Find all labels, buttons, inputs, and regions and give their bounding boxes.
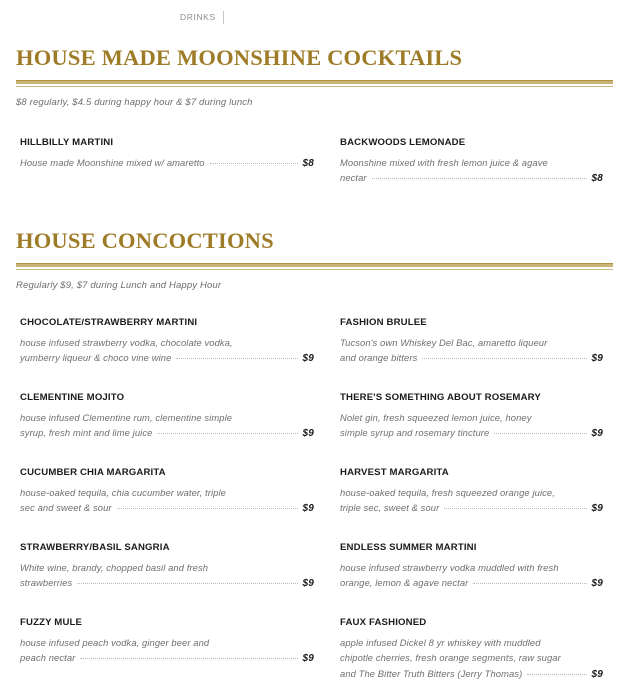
menu-items-grid <box>16 317 613 683</box>
dot-leader <box>176 358 298 359</box>
dot-leader <box>77 583 298 584</box>
menu-item <box>20 317 340 367</box>
menu-item-price: $9 <box>591 428 603 439</box>
menu-item <box>20 617 340 683</box>
dot-leader <box>117 508 299 509</box>
section-title: HOUSE MADE MOONSHINE COCKTAILS <box>16 45 463 70</box>
breadcrumb-separator <box>223 11 224 24</box>
dot-leader <box>444 508 587 509</box>
dot-leader <box>372 178 588 179</box>
menu-item <box>340 617 629 683</box>
description-line: chipotle cherries, fresh orange segments, raw sugar <box>340 652 561 663</box>
section-divider <box>16 263 613 270</box>
menu-item <box>340 137 629 187</box>
description-last-line <box>20 155 314 172</box>
menu-item-name: HARVEST MARGARITA <box>340 466 449 478</box>
divider-thin-line <box>16 86 613 87</box>
description-last-line <box>340 425 603 442</box>
dot-leader <box>494 433 587 434</box>
menu-item <box>20 392 340 442</box>
description-line: sec and sweet & sour <box>20 502 112 513</box>
menu-item-name: FASHION BRULEE <box>340 316 427 328</box>
description-line: orange, lemon & agave nectar <box>340 577 469 588</box>
menu-item-price: $9 <box>591 353 603 364</box>
description-line: syrup, fresh mint and lime juice <box>20 427 153 438</box>
menu-item-price: $9 <box>302 503 314 514</box>
description-last-line <box>20 425 314 442</box>
section-pricing-note: Regularly $9, $7 during Lunch and Happy Hour <box>16 279 222 291</box>
menu-item-price: $9 <box>302 353 314 364</box>
description-last-line <box>20 500 314 517</box>
menu-item-name: THERE'S SOMETHING ABOUT ROSEMARY <box>340 391 541 403</box>
description-line: House made Moonshine mixed w/ amaretto <box>20 156 205 168</box>
description-last-line <box>340 500 603 517</box>
section-divider <box>16 80 613 87</box>
description-line: house-oaked tequila, chia cucumber water, triple <box>20 486 226 498</box>
menu-item <box>340 392 629 442</box>
description-line: nectar <box>340 172 367 184</box>
menu-item-name: ENDLESS SUMMER MARTINI <box>340 541 477 553</box>
menu-item-name: STRAWBERRY/BASIL SANGRIA <box>20 541 170 553</box>
description-line: and The Bitter Truth Bitters (Jerry Thomas) <box>340 667 523 679</box>
section-pricing-note: $8 regularly, $4.5 during happy hour & $7 during lunch <box>16 96 253 108</box>
menu-item-price: $8 <box>591 173 603 185</box>
description-line: triple sec, sweet & sour <box>340 502 440 513</box>
description-line: house infused strawberry vodka muddled with fresh <box>340 561 559 573</box>
description-line: White wine, brandy, chopped basil and fresh <box>20 561 209 573</box>
description-line: Moonshine mixed with fresh lemon juice & agave <box>340 156 548 168</box>
description-line: simple syrup and rosemary tincture <box>340 427 490 438</box>
menu-item <box>340 542 629 592</box>
description-last-line <box>340 170 603 187</box>
menu-item-price: $9 <box>591 578 603 589</box>
menu-item-name: HILLBILLY MARTINI <box>20 136 114 148</box>
description-last-line <box>20 575 314 592</box>
menu-item <box>20 467 340 517</box>
menu-sections <box>0 46 629 682</box>
description-line: strawberries <box>20 577 73 588</box>
menu-item-name: BACKWOODS LEMONADE <box>340 136 466 148</box>
description-line: and orange bitters <box>340 352 418 363</box>
dot-leader <box>422 358 587 359</box>
dot-leader <box>527 674 587 675</box>
description-last-line <box>340 666 603 683</box>
divider-thin-line <box>16 269 613 270</box>
menu-item-description <box>20 335 314 367</box>
breadcrumb-item-drinks[interactable]: DRINKS <box>180 12 216 22</box>
description-line: house infused peach vodka, ginger beer and <box>20 636 210 648</box>
description-last-line <box>340 575 603 592</box>
menu-item-name: CUCUMBER CHIA MARGARITA <box>20 466 166 478</box>
menu-item-price: $9 <box>591 668 603 680</box>
menu-item-description <box>20 410 314 442</box>
description-line: apple infused Dickel 8 yr whiskey with muddled <box>340 636 541 648</box>
menu-item-price: $9 <box>302 428 314 439</box>
menu-item-price: $9 <box>302 578 314 589</box>
description-line: house infused strawberry vodka, chocolate vodka, <box>20 336 233 348</box>
menu-items-grid <box>16 137 613 187</box>
menu-item-description <box>20 560 314 592</box>
menu-item-description <box>340 410 603 442</box>
description-line: house-oaked tequila, fresh squeezed orange juice, <box>340 486 555 498</box>
dot-leader <box>210 163 299 164</box>
menu-section <box>0 229 629 682</box>
description-last-line <box>20 350 314 367</box>
menu-section <box>0 46 629 187</box>
menu-item-description <box>340 155 603 187</box>
breadcrumb <box>180 0 629 26</box>
menu-item-name: FAUX FASHIONED <box>340 616 427 628</box>
menu-item-description <box>340 635 603 683</box>
menu-item-price: $8 <box>302 157 314 169</box>
description-line: peach nectar <box>20 652 76 663</box>
menu-item <box>340 317 629 367</box>
description-line: Tucson's own Whiskey Del Bac, amaretto liqueur <box>340 336 548 348</box>
menu-item-name: CHOCOLATE/STRAWBERRY MARTINI <box>20 316 198 328</box>
dot-leader <box>80 658 298 659</box>
menu-item-description <box>20 485 314 517</box>
menu-item-name: CLEMENTINE MOJITO <box>20 391 125 403</box>
menu-item-name: FUZZY MULE <box>20 616 83 628</box>
dot-leader <box>473 583 587 584</box>
menu-item-price: $9 <box>591 503 603 514</box>
menu-item-description <box>20 635 314 667</box>
description-line: Nolet gin, fresh squeezed lemon juice, honey <box>340 411 532 423</box>
description-line: house infused Clementine rum, clementine simple <box>20 411 233 423</box>
menu-item <box>20 137 340 187</box>
description-last-line <box>20 650 314 667</box>
description-last-line <box>340 350 603 367</box>
menu-item-price: $9 <box>302 653 314 664</box>
menu-item-description <box>340 335 603 367</box>
description-line: yumberry liqueur & choco vine wine <box>20 352 172 363</box>
section-title: HOUSE CONCOCTIONS <box>16 227 274 253</box>
menu-item-description <box>20 155 314 172</box>
menu-item-description <box>340 560 603 592</box>
menu-item-description <box>340 485 603 517</box>
dot-leader <box>157 433 298 434</box>
menu-item <box>20 542 340 592</box>
menu-item <box>340 467 629 517</box>
